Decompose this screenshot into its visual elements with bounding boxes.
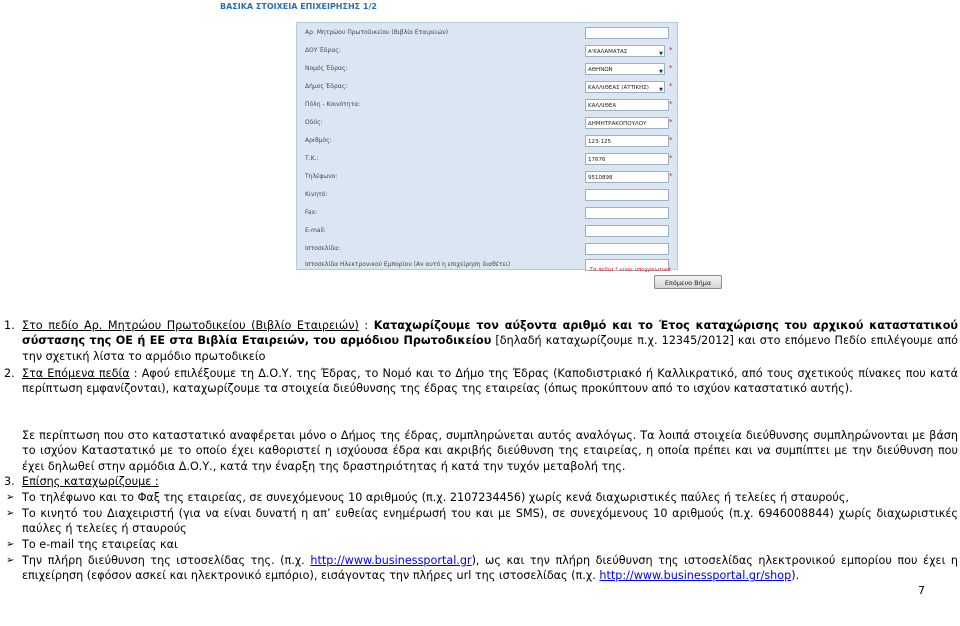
street-number-input[interactable]: 123-125 xyxy=(585,135,669,147)
form-row xyxy=(297,61,677,79)
street-input[interactable]: ΔΗΜΗΤΡΑΚΟΠΟΥΛΟΥ xyxy=(585,117,669,129)
required-asterisk: * xyxy=(669,82,673,90)
field-label: Νομός Έδρας: xyxy=(305,65,348,72)
select-value: Α'ΚΑΛΑΜΑΤΑΣ xyxy=(588,49,628,55)
form-row xyxy=(297,223,677,241)
bullet-text: Το e-mail της εταιρείας και xyxy=(22,538,178,551)
chevron-down-icon: ▼ xyxy=(659,69,663,75)
field-label: Ιστοσελίδα Ηλεκτρονικού Εμπορίου (Αν αυτό η επιχείρηση διαθέτει) xyxy=(305,261,511,268)
bullet-text: Το τηλέφωνο και το Φαξ της εταιρείας, σε συνεχόμενους 10 αριθμούς (π.χ. 2107234456) χωρίς κενά διαχωριστικές παύλες ή τελείες ή σταυρούς, xyxy=(22,491,849,504)
bullet-text xyxy=(22,553,958,584)
required-asterisk: * xyxy=(669,172,673,180)
select-value: ΚΑΛΛΙΘΕΑΣ (ΑΤΤΙΚΗΣ) xyxy=(588,85,649,91)
required-asterisk: * xyxy=(669,136,673,144)
arrow-bullet-icon: ➢ xyxy=(6,539,15,550)
chevron-down-icon: ▼ xyxy=(659,87,663,93)
form-row xyxy=(297,151,677,169)
required-asterisk: * xyxy=(669,154,673,162)
required-asterisk: * xyxy=(669,118,673,126)
required-note: Τα πεδία * είναι υποχρεωτικά xyxy=(589,267,671,273)
list-number: 1. xyxy=(4,319,15,332)
field-label: Αριθμός: xyxy=(305,137,332,144)
website-input[interactable] xyxy=(585,243,669,255)
form-row xyxy=(297,133,677,151)
fax-input[interactable] xyxy=(585,207,669,219)
form-row xyxy=(297,79,677,97)
text-segment: ), ως και την πλήρη διεύθυνση της ιστοσελίδας ηλεκτρονικού εμπορίου που έχει η επιχείρηση (εφόσον ασκεί και ηλεκτρονικό εμπόριο), εισάγοντας την πλήρες url της ιστοσελίδας (π.χ. xyxy=(22,554,959,583)
bullet-text: Το κινητό του Διαχειριστή (για να είναι δυνατή η απ’ ευθείας ενημέρωσή του και με SMS), σε συνεχόμενους 10 αριθμούς (π.χ. 6946008844) χωρίς διαχωριστικές παύλες ή τελείες ή σταυρούς xyxy=(22,507,958,536)
instruction-text: [δηλαδή καταχωρίζουμε π.χ. 12345/2012] και στο επόμενο Πεδίο επιλέγουμε από την σχετική λίστα το αρμόδιο πρωτοδικείο xyxy=(22,334,958,363)
registry-number-input[interactable] xyxy=(585,27,669,39)
field-label: Αρ. Μητρώου Πρωτοδικείου (Βιβλίο Εταιρειών) xyxy=(305,29,449,36)
arrow-bullet-icon: ➢ xyxy=(6,555,15,566)
separator: : xyxy=(358,319,374,332)
form-screenshot xyxy=(210,0,712,300)
field-label: E-mail: xyxy=(305,227,326,234)
text-segment: ). xyxy=(791,569,800,583)
tax-office-select[interactable] xyxy=(585,45,665,57)
bold-instruction: Καταχωρίζουμε τον αύξοντα αριθμό και το Έτος καταχώρισης του αρχικού καταστατικού σύστασης της ΟΕ ή ΕΕ στα Βιβλία Εταιρειών, του αρμόδιου Πρωτοδικείου xyxy=(22,319,958,348)
instruction-text: : Αφού επιλέξουμε τη Δ.Ο.Υ. της Έδρας, το Νομό και το Δήμο της Έδρας (Καποδιστριακό ή Καλλικρατικό, από τους σχετικούς πίνακες που κατά περίπτωση εμφανίζονται), καταχωρίζουμε τα στοιχεία διεύθυνσης της έδρας της εταιρείας (όπως προκύπτουν από το ισχύον καταστατικό αυτής). xyxy=(22,367,958,396)
field-label: Οδός: xyxy=(305,119,323,126)
form-header: ΒΑΣΙΚΑ ΣΤΟΙΧΕΙΑ ΕΠΙΧΕΙΡΗΣΗΣ 1/2 xyxy=(220,2,377,11)
required-asterisk: * xyxy=(669,64,673,72)
list-number: 2. xyxy=(4,367,15,380)
field-label: Κινητό: xyxy=(305,191,328,198)
businessportal-shop-link[interactable]: http://www.businessportal.gr/shop xyxy=(599,569,792,583)
list-number: 3. xyxy=(4,475,15,488)
email-input[interactable] xyxy=(585,225,669,237)
form-row xyxy=(297,187,677,205)
field-label: ΔΟΥ Έδρας: xyxy=(305,47,341,54)
mobile-input[interactable] xyxy=(585,189,669,201)
required-asterisk: * xyxy=(669,46,673,54)
field-reference: Στα Επόμενα πεδία xyxy=(22,367,130,380)
form-row xyxy=(297,115,677,133)
form-row xyxy=(297,97,677,115)
paragraph-heading xyxy=(22,474,958,489)
paragraph-text xyxy=(22,366,958,397)
chevron-down-icon: ▼ xyxy=(659,51,663,57)
field-label: Fax: xyxy=(305,209,318,216)
form-row xyxy=(297,205,677,223)
phone-input[interactable]: 9510898 xyxy=(585,171,669,183)
form-row xyxy=(297,43,677,61)
form-row xyxy=(297,169,677,187)
city-input[interactable]: ΚΑΛΛΙΘΕΑ xyxy=(585,99,669,111)
field-label: Πόλη - Κοινότητα: xyxy=(305,101,361,108)
municipality-select[interactable] xyxy=(585,81,665,93)
select-value: ΑΘΗΝΩΝ xyxy=(588,67,613,73)
postal-code-input[interactable]: 17676 xyxy=(585,153,669,165)
field-label: Ιστοσελίδα: xyxy=(305,245,341,252)
paragraph-text xyxy=(22,318,958,364)
section-lead: Επίσης καταχωρίζουμε : xyxy=(22,475,159,488)
form-row xyxy=(297,25,677,43)
businessportal-link[interactable]: http://www.businessportal.gr xyxy=(310,554,472,567)
prefecture-select[interactable] xyxy=(585,63,665,75)
arrow-bullet-icon: ➢ xyxy=(6,492,15,503)
field-reference: Στο πεδίο Αρ. Μητρώου Πρωτοδικείου (Βιβλίο Εταιρειών) xyxy=(22,319,359,332)
next-step-button[interactable]: Επόμενο Βήμα xyxy=(654,275,722,289)
text-segment: Την πλήρη διεύθυνση της ιστοσελίδας της. (π.χ. xyxy=(22,554,311,567)
field-label: Τηλέφωνο: xyxy=(305,173,338,180)
paragraph-text: Σε περίπτωση που στο καταστατικό αναφέρεται μόνο ο Δήμος της έδρας, συμπληρώνεται αυτός αναλόγως. Τα λοιπά στοιχεία διεύθυνσης συμπληρώνονται με βάση το ισχύον Καταστατικό με το οποίο έχει καθοριστεί η ισχύουσα έδρα και ακριβής διεύθυνση της εταιρείας, η οποία πρέπει και να συμπίπτει με την διεύθυνση που έχει δηλωθεί στην αρμόδια Δ.Ο.Υ., κατά την έναρξη της δραστηριότητας ή κατά την τυχόν μεταβολή της. xyxy=(22,429,958,473)
arrow-bullet-icon: ➢ xyxy=(6,508,15,519)
page-number: 7 xyxy=(918,584,925,597)
required-asterisk: * xyxy=(669,100,673,108)
field-label: Δήμος Έδρας: xyxy=(305,83,348,90)
field-label: Τ.Κ.: xyxy=(305,155,319,162)
form-panel xyxy=(296,22,678,273)
